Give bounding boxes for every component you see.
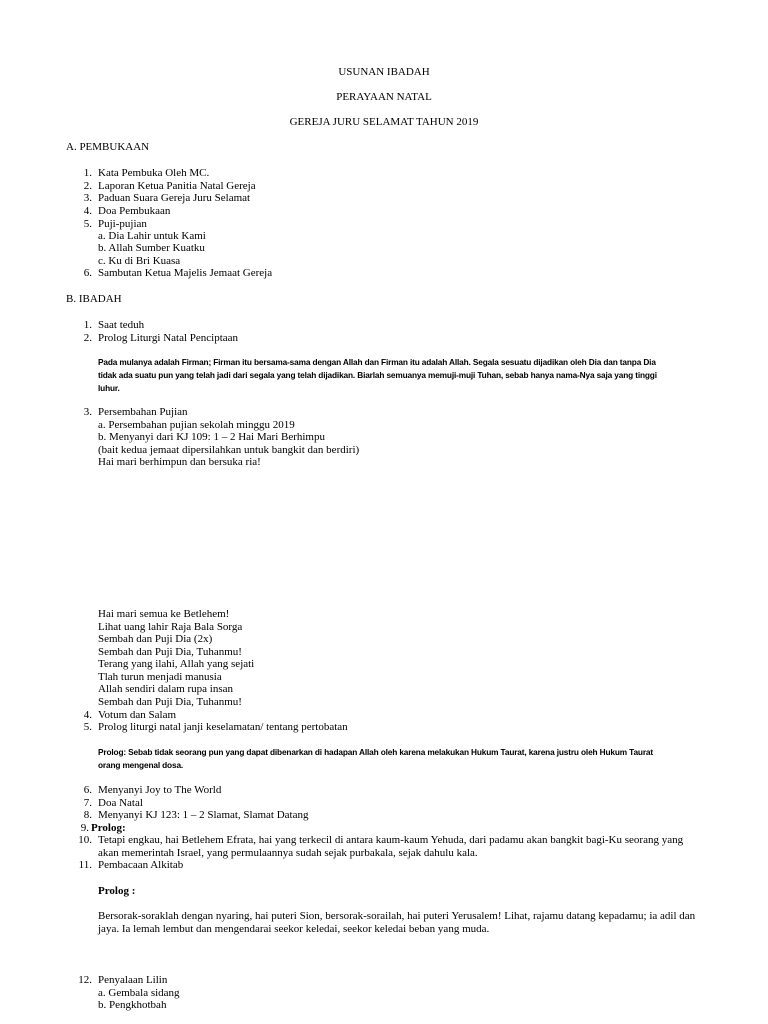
- prolog-text: tidak ada suatu pun yang telah jadi dari segala yang telah dijadikan. Biarlah semuanya memuji-muji Tuhan, sebab hanya nama-Nya saja yang tinggi: [98, 370, 657, 380]
- lyric-line: Tlah turun menjadi manusia: [98, 671, 222, 683]
- prolog-paragraph: jaya. Ia lemah lembut dan mengendarai seekor keledai, seekor keledai beban yang muda.: [98, 923, 490, 935]
- list-item: Doa Pembukaan: [98, 205, 171, 217]
- list-subitem: (bait kedua jemaat dipersilahkan untuk bangkit dan berdiri): [98, 444, 360, 456]
- doc-subtitle: PERAYAAN NATAL: [336, 91, 432, 103]
- list-number: 2.: [83, 332, 92, 344]
- list-number: 1.: [83, 319, 92, 331]
- list-number: 1.: [83, 167, 92, 179]
- doc-church-line: GEREJA JURU SELAMAT TAHUN 2019: [289, 116, 479, 128]
- list-item: Prolog Liturgi Natal Penciptaan: [98, 332, 239, 344]
- lyric-line: Sembah dan Puji Dia (2x): [98, 633, 213, 645]
- song-item: c. Ku di Bri Kuasa: [98, 255, 181, 267]
- lyric-line: Lihat uang lahir Raja Bala Sorga: [98, 621, 243, 633]
- list-item: Menyanyi Joy to The World: [98, 784, 222, 796]
- prolog-text: Prolog: Sebab tidak seorang pun yang dapat dibenarkan di hadapan Allah oleh karena melakukan Hukum Taurat, karena justru oleh Hukum Taurat: [98, 747, 653, 757]
- list-number: 4.: [83, 205, 92, 217]
- list-item-continued: akan memerintah Israel, yang permulaannya sudah sejak purbakala, sejak dahulu kala.: [98, 847, 478, 859]
- list-item: Votum dan Salam: [98, 709, 177, 721]
- prolog-text: luhur.: [98, 383, 120, 393]
- list-number: 3.: [83, 192, 92, 204]
- list-subitem: a. Gembala sidang: [98, 987, 180, 999]
- list-item: Doa Natal: [98, 797, 143, 809]
- section-a-heading: A. PEMBUKAAN: [66, 141, 150, 153]
- list-item: Prolog liturgi natal janji keselamatan/ tentang pertobatan: [98, 721, 348, 733]
- list-item: Laporan Ketua Panitia Natal Gereja: [98, 180, 256, 192]
- list-item: Saat teduh: [98, 319, 145, 331]
- list-number: 10.: [78, 834, 92, 846]
- list-number: 7.: [83, 797, 92, 809]
- list-number: 2.: [83, 180, 92, 192]
- lyric-line: Sembah dan Puji Dia, Tuhanmu!: [98, 696, 242, 708]
- list-number: 4.: [83, 709, 92, 721]
- list-number: 5.: [83, 218, 92, 230]
- list-item: Sambutan Ketua Majelis Jemaat Gereja: [98, 267, 273, 279]
- list-item: Penyalaan Lilin: [98, 974, 168, 986]
- list-item: Persembahan Pujian: [98, 406, 188, 418]
- list-subitem: a. Persembahan pujian sekolah minggu 2019: [98, 419, 295, 431]
- song-item: a. Dia Lahir untuk Kami: [98, 230, 206, 242]
- list-number: 8.: [83, 809, 92, 821]
- section-b-heading: B. IBADAH: [66, 293, 122, 305]
- prolog-paragraph: Bersorak-soraklah dengan nyaring, hai puteri Sion, bersorak-sorailah, hai puteri Yerusalem! Lihat, rajamu datang kepadamu; ia adil dan: [98, 910, 696, 922]
- list-number: 6.: [83, 267, 92, 279]
- list-number: 6.: [83, 784, 92, 796]
- prolog-text: Pada mulanya adalah Firman; Firman itu bersama-sama dengan Allah dan Firman itu adalah Allah. Segala sesuatu dijadikan oleh Dia dan tanpa Dia: [98, 357, 656, 367]
- doc-title: USUNAN IBADAH: [338, 66, 430, 78]
- list-subitem: b. Menyanyi dari KJ 109: 1 – 2 Hai Mari Berhimpu: [98, 431, 325, 443]
- list-item: Puji-pujian: [98, 218, 147, 230]
- list-item: Kata Pembuka Oleh MC.: [98, 167, 210, 179]
- list-item: Menyanyi KJ 123: 1 – 2 Slamat, Slamat Datang: [98, 809, 309, 821]
- lyric-line: Hai mari semua ke Betlehem!: [98, 608, 230, 620]
- list-item: Tetapi engkau, hai Betlehem Efrata, hai yang terkecil di antara kaum-kaum Yehuda, dari padamu akan bangkit bagi-Ku seorang yang: [98, 834, 684, 846]
- list-number: 9.: [80, 822, 89, 834]
- lyric-line: Allah sendiri dalam rupa insan: [98, 683, 234, 695]
- song-item: b. Allah Sumber Kuatku: [98, 242, 205, 254]
- list-item: Pembacaan Alkitab: [98, 859, 184, 871]
- prolog-label: Prolog:: [91, 822, 126, 834]
- lyric-line: Terang yang ilahi, Allah yang sejati: [98, 658, 255, 670]
- list-number: 11.: [78, 859, 92, 871]
- list-number: 3.: [83, 406, 92, 418]
- prolog-label: Prolog :: [98, 885, 136, 897]
- list-item: Paduan Suara Gereja Juru Selamat: [98, 192, 251, 204]
- list-number: 12.: [78, 974, 92, 986]
- list-number: 5.: [83, 721, 92, 733]
- list-subitem: b. Pengkhotbah: [98, 999, 167, 1011]
- prolog-text: orang mengenal dosa.: [98, 760, 184, 770]
- lyric-line: Sembah dan Puji Dia, Tuhanmu!: [98, 646, 242, 658]
- lyric-line: Hai mari berhimpun dan bersuka ria!: [98, 456, 261, 468]
